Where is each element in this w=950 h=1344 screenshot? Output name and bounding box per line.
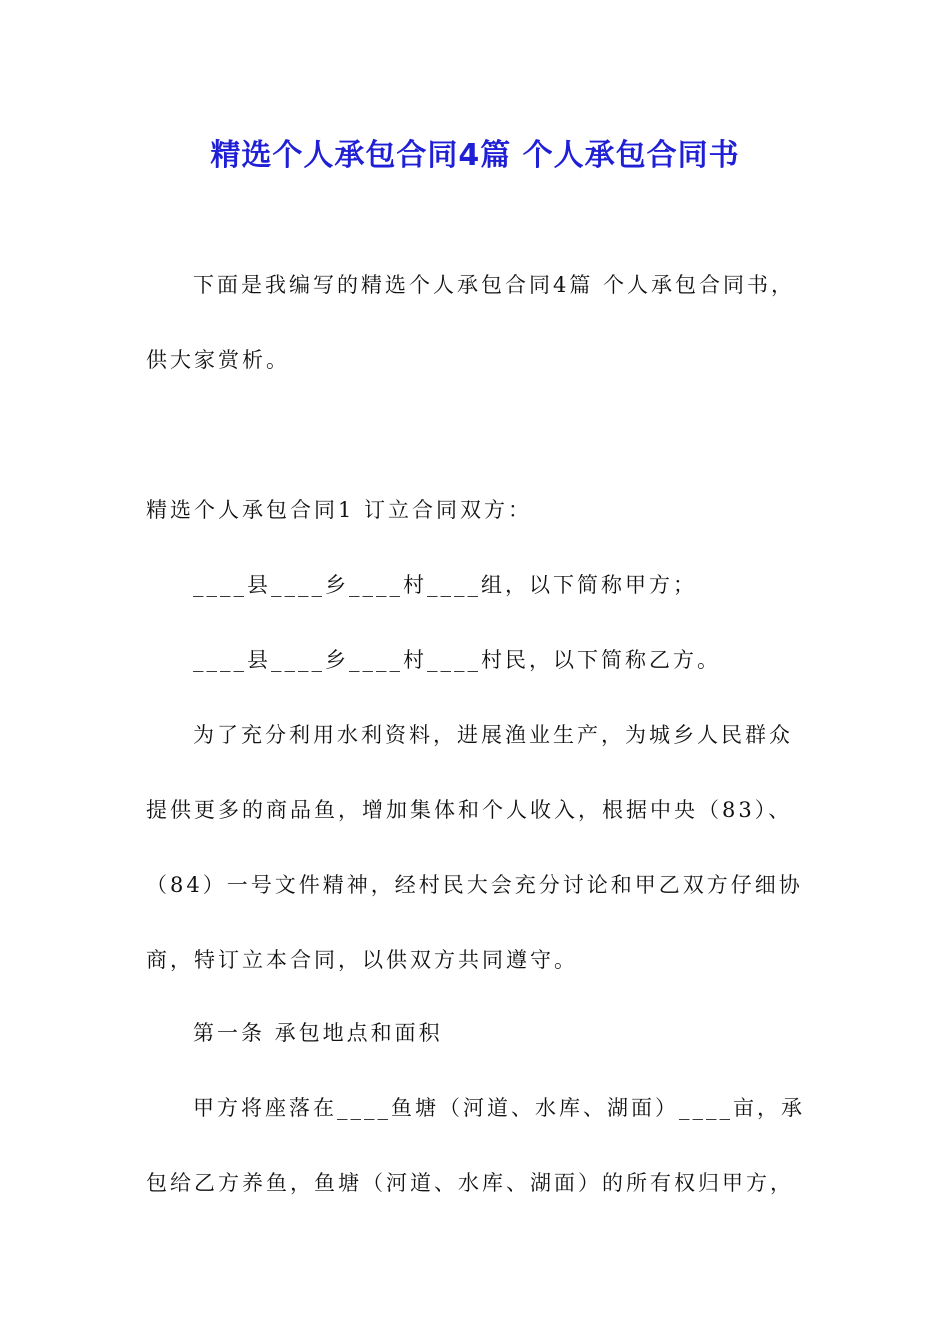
purpose-line-2: 提供更多的商品鱼，增加集体和个人收入，根据中央（83）、 xyxy=(146,798,793,822)
party-b-line: ____县____乡____村____村民，以下简称乙方。 xyxy=(193,648,721,672)
party-a-line: ____县____乡____村____组，以下简称甲方； xyxy=(193,573,697,597)
article-one-line-2: 包给乙方养鱼，鱼塘（河道、水库、湖面）的所有权归甲方， xyxy=(146,1171,794,1195)
article-one-line-1: 甲方将座落在____鱼塘（河道、水库、湖面）____亩，承 xyxy=(193,1096,805,1120)
purpose-line-1: 为了充分利用水利资料，进展渔业生产，为城乡人民群众 xyxy=(193,723,793,747)
section-heading: 精选个人承包合同1 订立合同双方： xyxy=(146,498,533,522)
intro-line-2: 供大家赏析。 xyxy=(146,348,290,372)
document-title: 精选个人承包合同4篇 个人承包合同书 xyxy=(210,138,740,173)
purpose-line-4: 商，特订立本合同，以供双方共同遵守。 xyxy=(146,948,578,972)
article-one-heading: 第一条 承包地点和面积 xyxy=(193,1021,443,1045)
intro-line-1: 下面是我编写的精选个人承包合同4篇 个人承包合同书， xyxy=(193,273,796,297)
purpose-line-3: （84）一号文件精神，经村民大会充分讨论和甲乙双方仔细协 xyxy=(146,873,803,897)
